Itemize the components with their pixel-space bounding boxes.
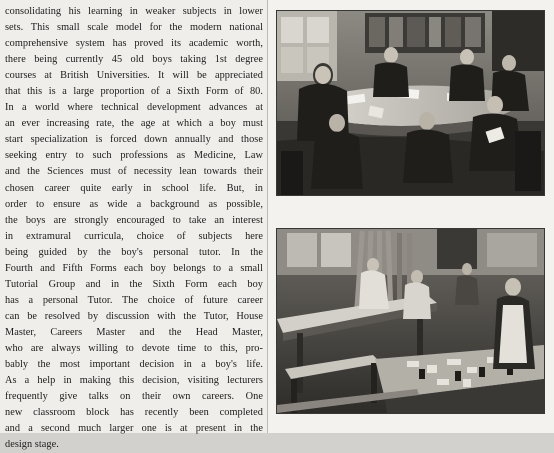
article-line: the boys are strongly encouraged to take an interest [5,214,263,226]
article-line: that this is a large proportion of a Sixth Form of 80. [5,86,263,98]
article-line: new classroom block has recently been completed [5,407,263,419]
article-line: and the Sciences must of necessity lean towards their [5,166,263,178]
article-line: As a help in making this decision, visiting lecturers [5,375,263,387]
article-line: Tutorial Group and in the Sixth Form each boy [5,278,263,290]
article-line: frequently give talks on their own careers. One [5,391,263,403]
article-line: bably the most important decision in a boy's life. [5,359,263,371]
article-line: order to ensure as wide a background as possible, [5,198,263,210]
article-line: and a second much larger one is at present in the [5,423,263,435]
article-line: an ever increasing rate, the age at which a boy must [5,118,263,130]
article-line: in extramural curricula, choice of subjects here [5,230,263,242]
article-line: courses at British Universities. It will be appreciated [5,70,263,82]
photograph-tutorial-group-icon [277,11,544,195]
photograph-woodwork-shop-icon [277,229,544,413]
text-page [0,0,268,451]
photo-page [268,0,554,433]
article-line: consolidating his learning in weaker subjects in lower [5,6,263,17]
article-line: seeking entry to such professions as Medicine, Law [5,150,263,162]
photograph-woodwork-shop [276,228,545,414]
photograph-tutorial-group [276,10,545,196]
article-line: has a personal Tutor. The choice of future career [5,294,263,306]
article-line: there being currently 45 old boys taking 1st degree [5,54,263,66]
article-line: chosen career quite early in school life. But, in [5,182,263,194]
article-line: start specialization is forced down annually and those [5,134,263,146]
article-body [5,4,263,453]
article-line: Master, Careers Master and the Head Master, [5,326,263,338]
article-line: design stage. [5,439,59,451]
article-line: In a world where technical development advances at [5,102,263,114]
article-line: can be resolved by discussion with the Tutor, House [5,310,263,322]
article-line: who are always willing to devote time to this, pro- [5,342,263,354]
article-line: being guided by the boy's personal tutor. In the [5,246,263,258]
article-line: comprehensive system has proved its academic worth, [5,38,263,50]
article-line: Fourth and Fifth Forms each boy belongs to a small [5,262,263,274]
article-line: sets. This small scale model for the modern national [5,22,263,34]
